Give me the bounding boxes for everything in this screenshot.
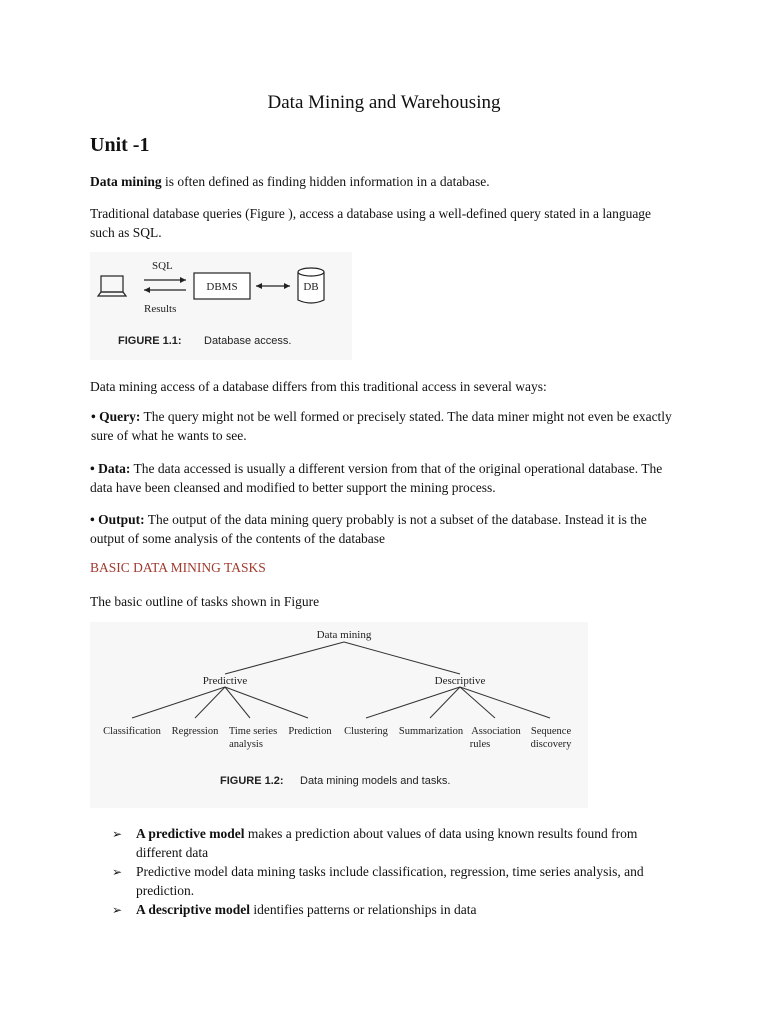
arrow-bullet-icon: ➢	[112, 827, 123, 841]
point-query	[90, 407, 676, 445]
tree-leaf-regression: Regression	[171, 726, 219, 737]
figure-caption-text: Database access.	[204, 335, 292, 347]
tree-root: Data mining	[316, 629, 372, 641]
paragraph-differences: Data mining access of a database differs from this traditional access in several ways:	[90, 379, 547, 394]
tree-leaf-discovery: discovery	[530, 739, 572, 750]
point-text: The data accessed is usually a different version from that of the original operational database. The data have been cleansed and modified to better support the mining process.	[90, 461, 663, 495]
dbms-label: DBMS	[206, 281, 238, 293]
bullet-text: makes a prediction about values of data using known results found from different data	[136, 826, 638, 860]
point-label: • Data:	[90, 461, 131, 476]
unit-heading: Unit -1	[90, 134, 150, 156]
bullet-term: A descriptive model	[136, 902, 250, 917]
tree-leaf-prediction: Prediction	[288, 726, 332, 737]
point-text: The query might not be well formed or precisely stated. The data miner might not even be exactly sure of what he wants to see.	[91, 409, 672, 443]
point-label: • Output:	[90, 512, 145, 527]
point-data	[90, 459, 675, 497]
results-label: Results	[144, 303, 177, 315]
paragraph-definition	[90, 172, 675, 191]
list-item	[112, 825, 672, 862]
figure-caption-text: Data mining models and tasks.	[300, 775, 451, 787]
tree-predictive: Predictive	[202, 675, 248, 687]
definition-text: is often defined as finding hidden information in a database.	[161, 174, 490, 189]
bullet-text: Predictive model data mining tasks include classification, regression, time series analysis, and prediction.	[136, 864, 644, 898]
figure-database-access	[90, 252, 352, 360]
figure-data-mining-tasks	[90, 622, 588, 808]
tree-leaf-clustering: Clustering	[344, 726, 388, 737]
paragraph-traditional-queries: Traditional database queries (Figure ), access a database using a well-defined query stated in a language such as SQL.	[90, 206, 652, 240]
db-label: DB	[303, 281, 319, 293]
term-data-mining: Data mining	[90, 174, 162, 189]
tree-connectors	[132, 642, 550, 718]
section-heading: BASIC DATA MINING TASKS	[90, 560, 266, 575]
list-item	[112, 901, 672, 920]
tree-leaf-analysis: analysis	[229, 739, 263, 750]
tree-leaf-summarization: Summarization	[398, 726, 464, 737]
tree-leaf-rules: rules	[469, 739, 491, 750]
bullet-term: A predictive model	[136, 826, 245, 841]
tree-leaf-sequence: Sequence	[530, 726, 572, 737]
tree-leaf-association: Association	[471, 726, 521, 737]
figure-caption-label: FIGURE 1.2:	[220, 775, 284, 787]
arrow-bullet-icon: ➢	[112, 865, 123, 879]
point-output	[90, 510, 675, 548]
point-label: • Query:	[91, 409, 141, 424]
tree-descriptive: Descriptive	[434, 675, 486, 687]
list-item	[112, 863, 672, 900]
tree-leaf-time-series: Time series	[228, 726, 278, 737]
paragraph-outline: The basic outline of tasks shown in Figure	[90, 594, 320, 609]
figure-caption-label: FIGURE 1.1:	[118, 335, 182, 347]
page-title: Data Mining and Warehousing	[267, 92, 501, 113]
computer-icon	[98, 276, 126, 296]
tree-leaf-classification: Classification	[103, 726, 161, 737]
arrow-bullet-icon: ➢	[112, 903, 123, 917]
point-text: The output of the data mining query probably is not a subset of the database. Instead it is the output of some analysis of the contents of the database	[90, 512, 647, 546]
bullet-text: identifies patterns or relationships in data	[250, 902, 477, 917]
sql-label: SQL	[152, 260, 173, 272]
model-bullet-list	[112, 825, 672, 921]
